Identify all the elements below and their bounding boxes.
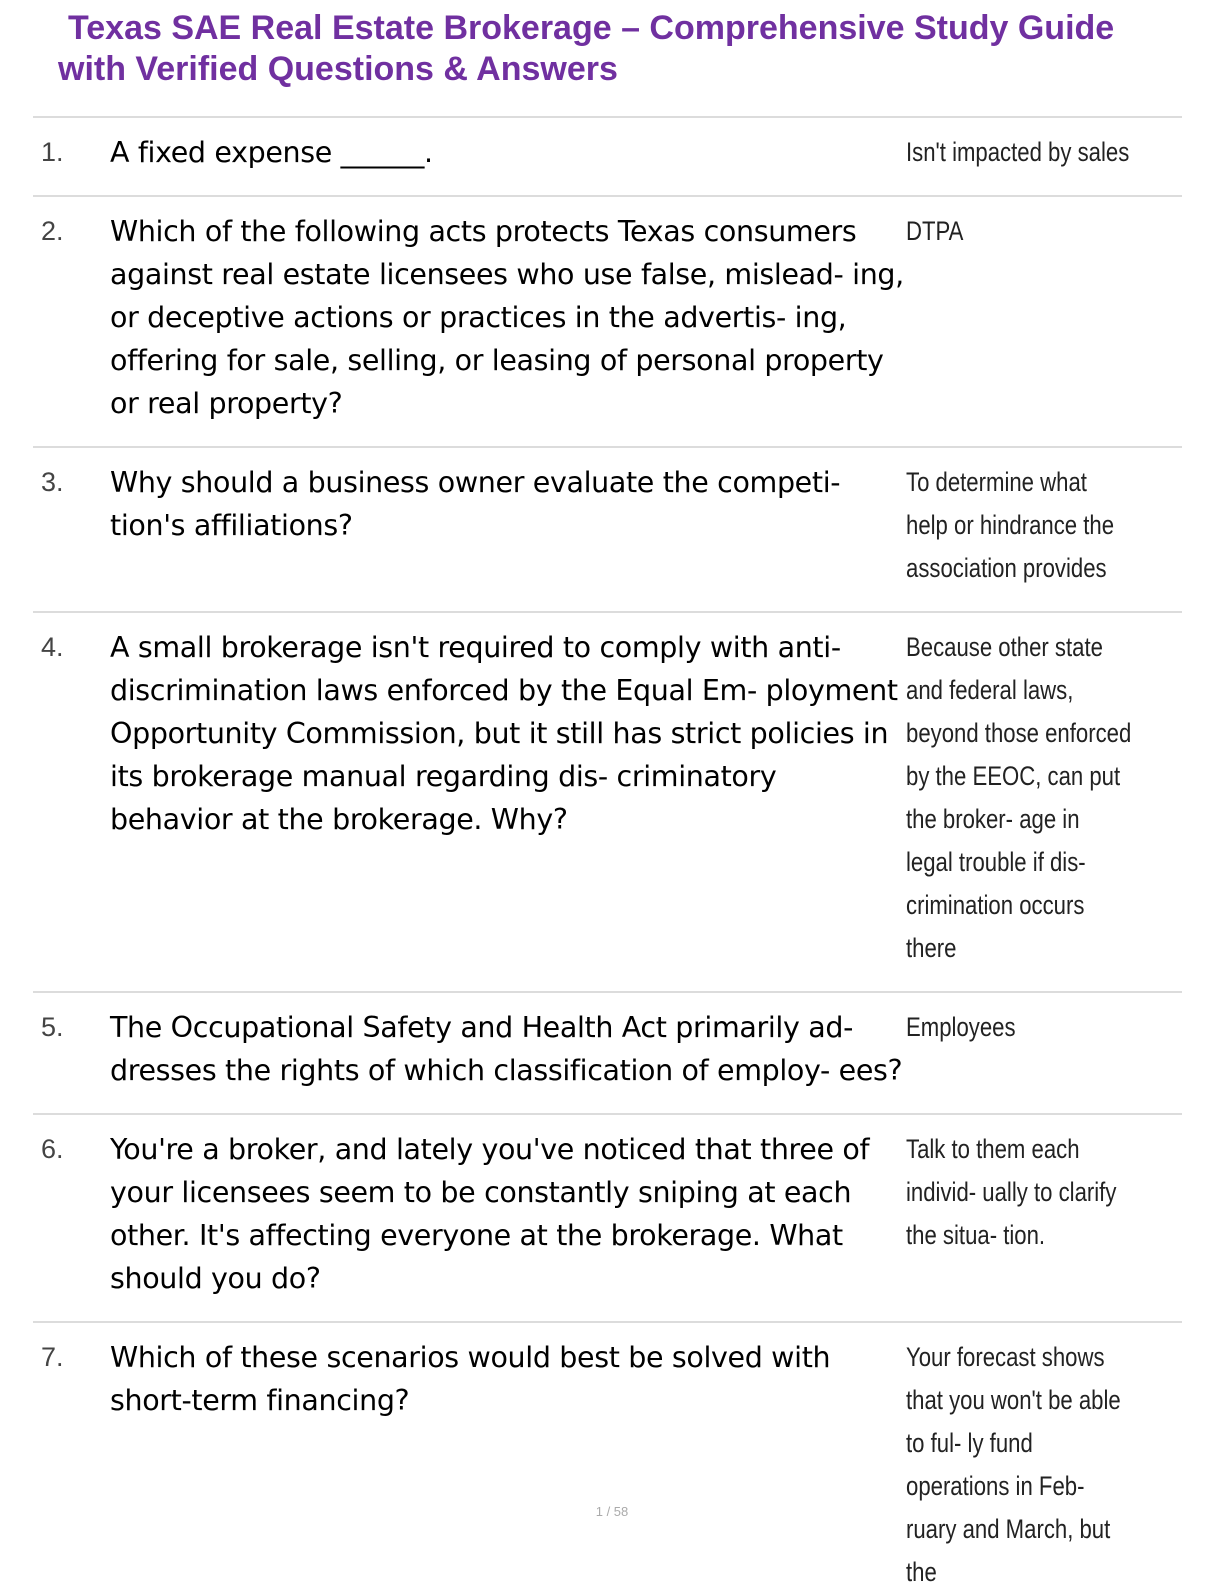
question-number: 2. — [41, 216, 64, 246]
question-text: Which of these scenarios would best be solved with short-term financing? — [110, 1341, 831, 1417]
qa-item-5 — [33, 993, 1182, 1115]
question-text: A fixed expense ______. — [110, 136, 433, 169]
page-number: 1 / 58 — [595, 1504, 629, 1519]
question-text: Which of the following acts protects Texas consumers against real estate licensees who use false, mislead- ing, or deceptive actions or practices in the advertis- ing, offering for sale, selling, or leasing of personal property or real property? — [110, 215, 904, 420]
question-number: 3. — [41, 467, 64, 497]
qa-item-4 — [33, 613, 1182, 993]
qa-item-6 — [33, 1115, 1182, 1323]
question-number: 7. — [41, 1342, 64, 1372]
question-answer-list — [33, 116, 1182, 1594]
question-text: Why should a business owner evaluate the competi- tion's affiliations? — [110, 466, 841, 542]
answer-text: To determine what help or hindrance the association provides — [906, 467, 1115, 583]
document-title — [58, 8, 1198, 90]
answer-text: Your forecast shows that you won't be able to ful- ly fund operations in Feb- ruary and March, but the — [906, 1342, 1121, 1587]
answer-text: Employees — [906, 1012, 1016, 1042]
question-number: 5. — [41, 1012, 64, 1042]
document-title-line-1: Texas SAE Real Estate Brokerage – Comprehensive Study Guide — [68, 9, 1115, 47]
qa-item-1 — [33, 118, 1182, 197]
qa-item-2 — [33, 197, 1182, 448]
question-text: You're a broker, and lately you've noticed that three of your licensees seem to be constantly sniping at each other. It's affecting everyone at the brokerage. What should you do? — [110, 1133, 870, 1295]
qa-item-7 — [33, 1323, 1182, 1594]
document-title-line-2: with Verified Questions & Answers — [58, 50, 618, 88]
answer-text: Isn't impacted by sales — [906, 137, 1130, 167]
question-number: 4. — [41, 632, 64, 662]
answer-text: Talk to them each individ- ually to clarify the situa- tion. — [906, 1134, 1117, 1250]
question-text: A small brokerage isn't required to comply with anti-discrimination laws enforced by the Equal Em- ployment Opportunity Commission, but it still has strict policies in its brokerage manual regarding dis- criminatory behavior at the brokerage. Why? — [110, 631, 898, 836]
question-number: 1. — [41, 137, 64, 167]
question-text: The Occupational Safety and Health Act primarily ad- dresses the rights of which classification of employ- ees? — [110, 1011, 903, 1087]
answer-text: DTPA — [906, 216, 964, 246]
question-number: 6. — [41, 1134, 64, 1164]
qa-item-3 — [33, 448, 1182, 613]
answer-text: Because other state and federal laws, beyond those enforced by the EEOC, can put the broker- age in legal trouble if dis- crimination occurs there — [906, 632, 1132, 963]
